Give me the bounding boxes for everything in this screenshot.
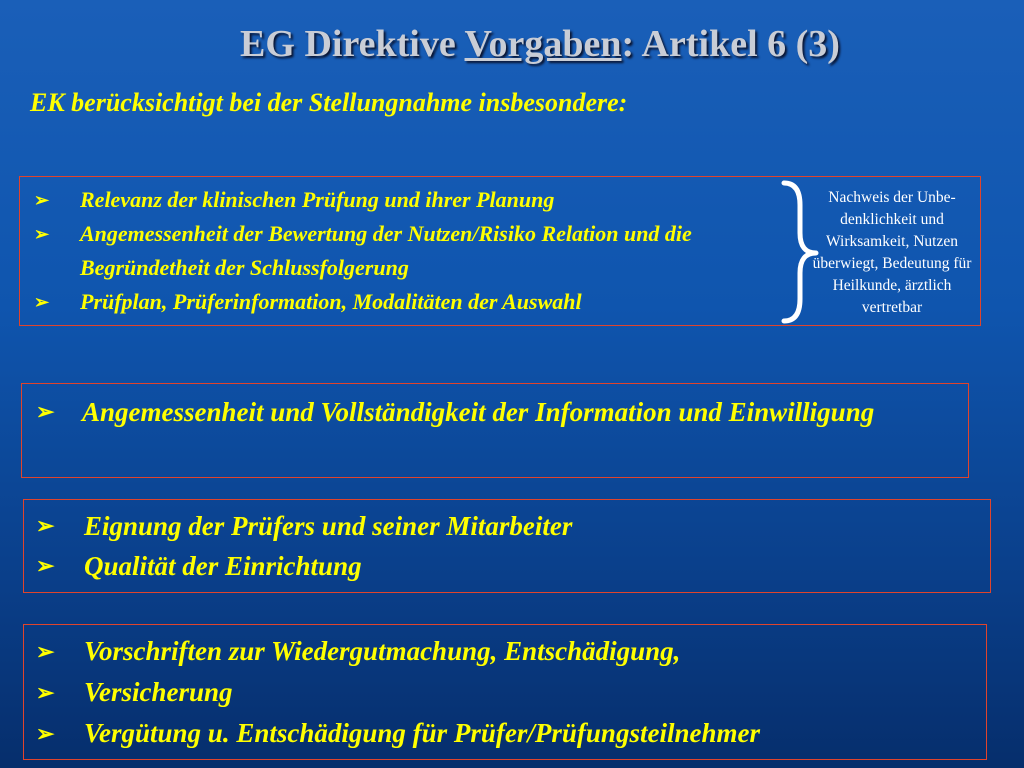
page-title	[0, 22, 1024, 66]
list-item	[36, 672, 984, 713]
criteria-list-2	[36, 392, 942, 432]
list-item-text: Prüfplan, Prüferinformation, Modalitäten der Auswahl	[80, 289, 582, 314]
arrow-bullet-icon: ➢	[36, 553, 55, 578]
list-item	[34, 217, 780, 285]
list-item	[36, 392, 942, 432]
list-item	[36, 506, 964, 546]
arrow-bullet-icon: ➢	[34, 190, 50, 210]
list-item	[36, 631, 984, 672]
list-item	[36, 546, 964, 586]
arrow-bullet-icon: ➢	[36, 721, 55, 746]
subtitle: EK berücksichtigt bei der Stellungnahme insbesondere:	[30, 88, 628, 117]
arrow-bullet-icon: ➢	[36, 639, 55, 664]
criteria-box-1	[19, 176, 981, 326]
list-item-text: Vorschriften zur Wiedergutmachung, Entschädigung,	[84, 636, 681, 666]
title-part-3: : Artikel 6 (3)	[621, 23, 840, 65]
list-item	[34, 285, 780, 319]
arrow-bullet-icon: ➢	[34, 224, 50, 244]
arrow-bullet-icon: ➢	[36, 680, 55, 705]
criteria-list-1	[34, 183, 780, 319]
criteria-box-4	[23, 624, 987, 760]
arrow-bullet-icon: ➢	[36, 399, 55, 424]
arrow-bullet-icon: ➢	[34, 292, 50, 312]
criteria-box-2	[21, 383, 969, 478]
list-item-text: Versicherung	[84, 677, 233, 707]
brace-note: Nachweis der Unbe-denklichkeit und Wirksamkeit, Nutzen überwiegt, Bedeutung für Heilkunde, ärztlich vertretbar	[812, 189, 972, 316]
criteria-list-4	[36, 631, 984, 754]
list-item	[34, 183, 780, 217]
criteria-list-3	[36, 506, 964, 586]
list-item-text: Qualität der Einrichtung	[84, 551, 362, 581]
title-part-1: EG Direktive	[240, 23, 465, 65]
list-item-text: Relevanz der klinischen Prüfung und ihrer Planung	[80, 187, 555, 212]
list-item-text: Angemessenheit und Vollständigkeit der Information und Einwilligung	[82, 397, 875, 427]
title-part-2-underlined: Vorgaben	[464, 23, 622, 65]
arrow-bullet-icon: ➢	[36, 513, 55, 538]
list-item-text: Angemessenheit der Bewertung der Nutzen/Risiko Relation und die Begründetheit der Schlussfolgerung	[80, 221, 692, 280]
list-item-text: Eignung der Prüfers und seiner Mitarbeiter	[84, 511, 573, 541]
criteria-box-3	[23, 499, 991, 593]
list-item-text: Vergütung u. Entschädigung für Prüfer/Prüfungsteilnehmer	[84, 718, 760, 748]
list-item	[36, 713, 984, 754]
